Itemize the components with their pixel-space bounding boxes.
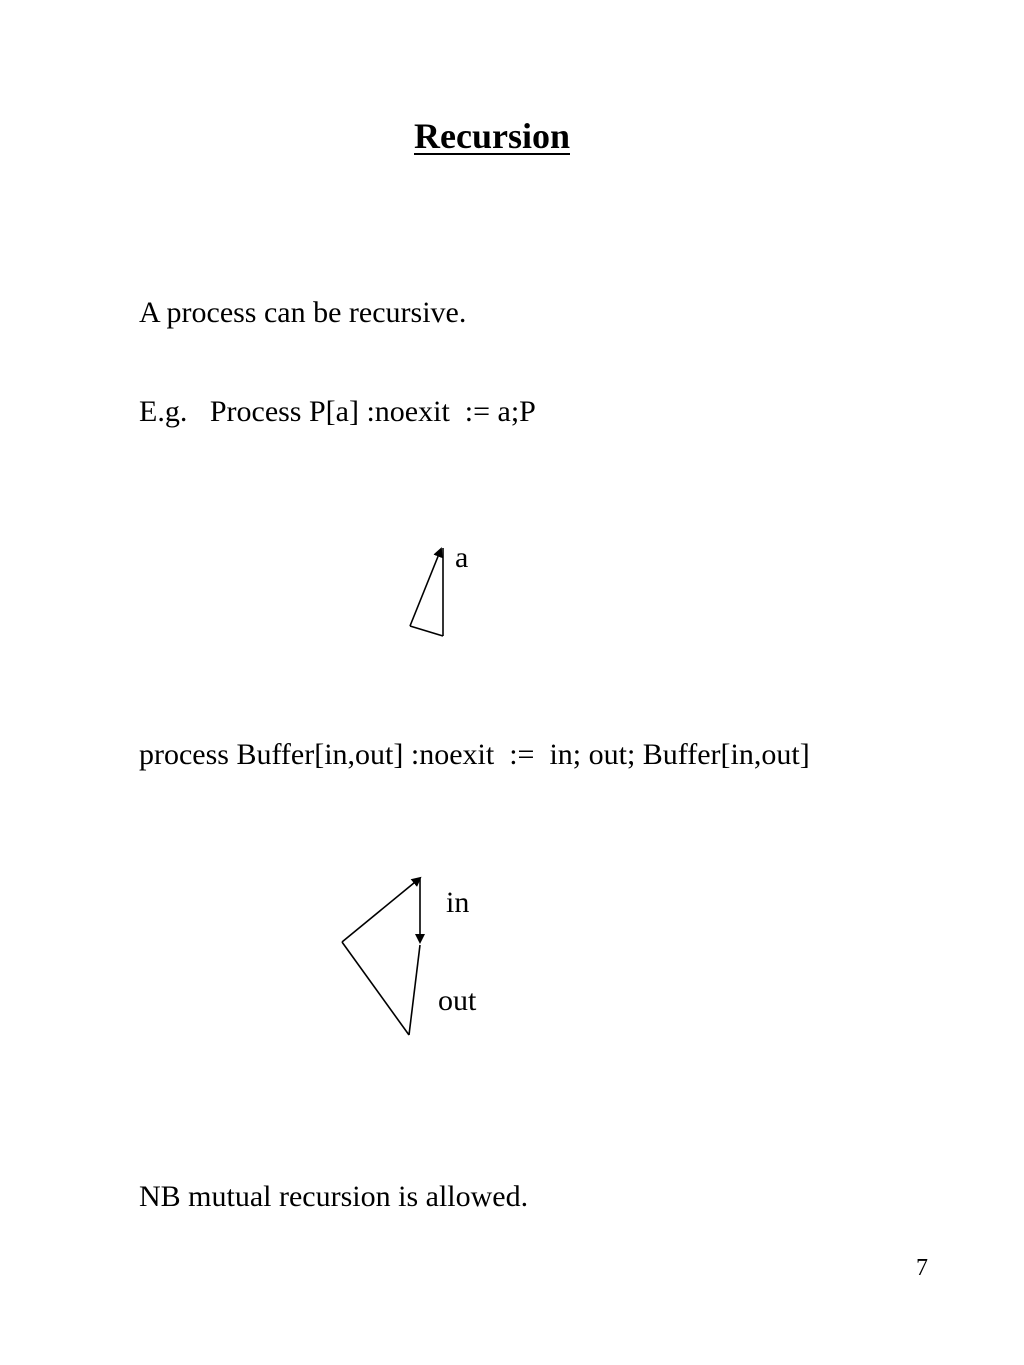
note-text: NB mutual recursion is allowed. [139,1180,529,1213]
intro-text: A process can be recursive. [139,296,467,329]
buffer-edge-return-upper [342,878,420,942]
p-loop-edge-arrow [410,549,441,626]
buffer-definition-text: process Buffer[in,out] :noexit := in; out; Buffer[in,out] [139,738,810,771]
buffer-in-label: in [446,886,470,919]
example-text: E.g. Process P[a] :noexit := a;P [139,395,536,428]
buffer-edge-return-lower [342,942,409,1035]
slide-title: Recursion [414,116,570,156]
two-step-loop-arrow-icon [342,878,420,1035]
page-number: 7 [916,1255,928,1281]
buffer-edge-out [409,945,420,1035]
self-loop-arrow-icon [410,548,443,636]
p-loop-edge-return [410,626,443,636]
buffer-out-label: out [438,984,477,1017]
p-loop-action-label: a [455,541,469,574]
